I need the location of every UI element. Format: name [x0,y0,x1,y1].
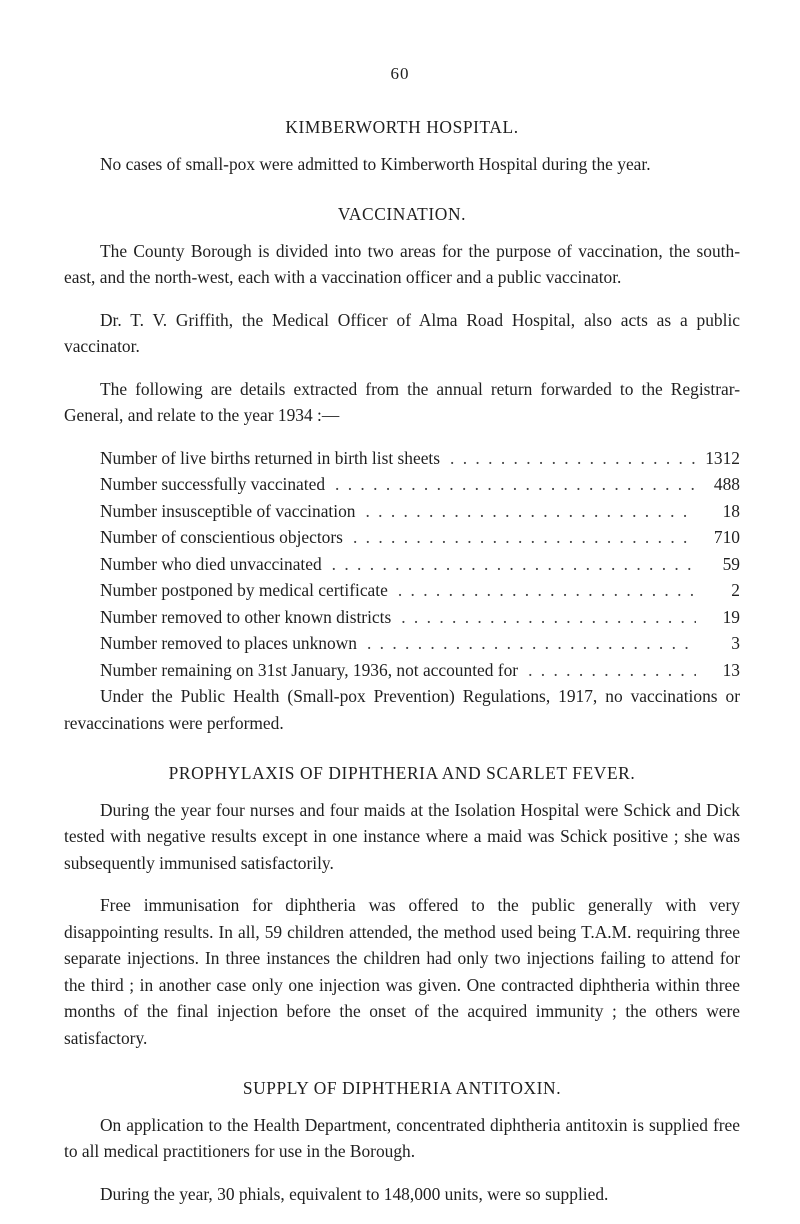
stat-label: Number insusceptible of vaccination [100,500,356,521]
stat-row [64,577,740,604]
stat-label: Number remaining on 31st January, 1936, not accounted for [100,659,519,680]
stat-row [64,445,740,472]
stat-label: Number removed to places unknown [100,633,357,653]
section-prophylaxis [64,760,740,1051]
paragraph: Under the Public Health (Small-pox Prevention) Regulations, 1917, no vaccinations or revaccinations were performed. [64,686,740,733]
page-number: 60 [390,64,410,83]
dot-leader [388,577,696,604]
dot-leader [391,604,696,631]
paragraph: The County Borough is divided into two areas for the purpose of vaccination, the south-east, and the north-west, each with a vaccination officer and a public vaccinator. [64,240,740,287]
stat-value: 18 [722,500,740,521]
dot-leader [343,524,696,551]
vaccination-stats-list [64,445,740,684]
section-heading: PROPHYLAXIS OF DIPHTHERIA AND SCARLET FEVER. [168,763,636,783]
dot-leader [357,630,696,657]
stat-value: 488 [713,474,740,494]
paragraph: No cases of small-pox were admitted to Kimberworth Hospital during the year. [100,153,651,174]
dot-leader [325,471,696,498]
section-antitoxin-supply [64,1075,740,1207]
stat-row [64,604,740,631]
stat-value: 1312 [705,447,740,468]
stat-value: 59 [722,553,740,574]
stat-value: 2 [731,580,740,600]
stat-value: 710 [713,527,740,547]
paragraph: Dr. T. V. Griffith, the Medical Officer of Alma Road Hospital, also acts as a public vaccinator. [64,309,740,356]
section-kimberworth-hospital [64,114,740,177]
stat-label: Number of conscientious objectors [100,527,343,547]
dot-leader [355,498,696,525]
stat-row [64,551,740,578]
stat-row [64,498,740,525]
paragraph: Free immunisation for diphtheria was offered to the public generally with very disappointing results. In all, 59 children attended, the method used being T.A.M. requiring three separate injections. In three instances the children had only two injections failing to attend for the third ; in another case only one injection was given. One contracted diphtheria within three months of the final injection before the onset of the acquired immunity ; the others were satisfactory. [64,895,740,1048]
stat-row [64,471,740,498]
section-heading: SUPPLY OF DIPHTHERIA ANTITOXIN. [242,1078,562,1098]
paragraph: During the year, 30 phials, equivalent to 148,000 units, were so supplied. [100,1183,609,1204]
dot-leader [322,551,696,578]
stat-label: Number removed to other known districts [100,606,392,627]
dot-leader [518,657,696,684]
stat-row [64,630,740,657]
section-heading: KIMBERWORTH HOSPITAL. [285,117,519,137]
section-heading: VACCINATION. [337,204,467,224]
stat-row [64,524,740,551]
stat-row [64,657,740,684]
paragraph: The following are details extracted from the annual return forwarded to the Registrar-General, and relate to the year 1934 :— [64,378,740,425]
section-vaccination [64,201,740,736]
stat-label: Number of live births returned in birth list sheets [100,447,441,468]
dot-leader [440,445,696,472]
stat-label: Number successfully vaccinated [100,474,326,494]
stat-value: 19 [722,606,740,627]
document-body [64,114,740,1207]
stat-value: 3 [731,633,740,653]
stat-label: Number who died unvaccinated [100,553,322,574]
paragraph: During the year four nurses and four maids at the Isolation Hospital were Schick and Dick tested with negative results except in one instance where a maid was Schick positive ; she was subsequently immunised satisfactorily. [64,799,740,873]
stat-label: Number postponed by medical certificate [100,580,388,600]
paragraph: On application to the Health Department, concentrated diphtheria antitoxin is supplied free to all medical practitioners for use in the Borough. [64,1114,740,1161]
stat-value: 13 [722,659,740,680]
